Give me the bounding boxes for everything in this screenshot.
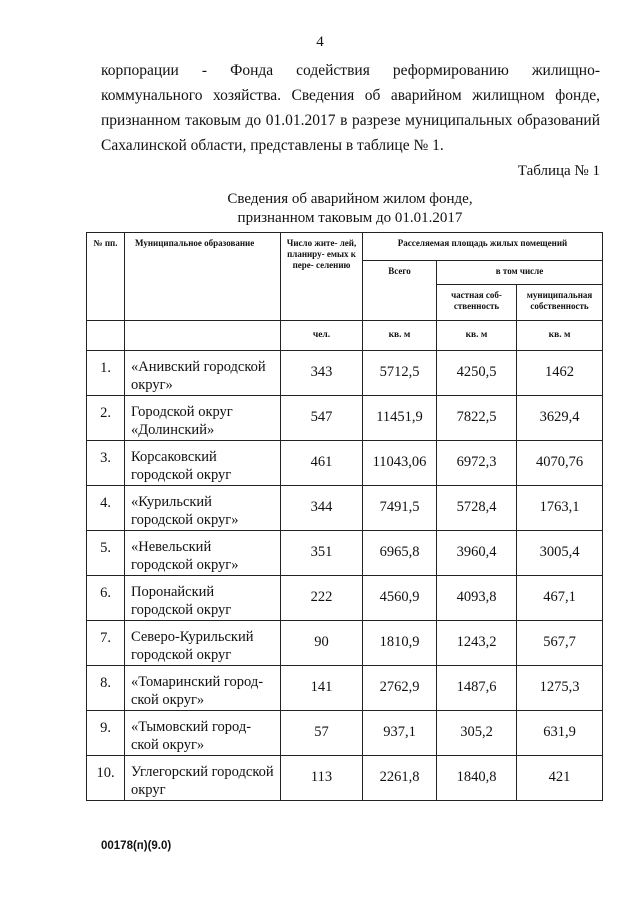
row-residents: 461: [281, 441, 363, 486]
row-private: 1487,6: [437, 666, 517, 711]
row-private: 4093,8: [437, 576, 517, 621]
row-residents: 57: [281, 711, 363, 756]
row-residents: 351: [281, 531, 363, 576]
units-num: [87, 321, 125, 351]
header-municipality: Муниципальное образование: [125, 233, 281, 321]
row-residents: 344: [281, 486, 363, 531]
row-total: 1810,9: [363, 621, 437, 666]
row-private: 305,2: [437, 711, 517, 756]
row-private: 4250,5: [437, 351, 517, 396]
row-num: 7.: [87, 621, 125, 666]
row-total: 2261,8: [363, 756, 437, 801]
row-municipal: 1275,3: [517, 666, 603, 711]
row-private: 1840,8: [437, 756, 517, 801]
row-municipal: 467,1: [517, 576, 603, 621]
header-num: № пп.: [87, 233, 125, 321]
row-num: 2.: [87, 396, 125, 441]
row-residents: 141: [281, 666, 363, 711]
row-municipality: Поронайский городской округ: [125, 576, 281, 621]
table-title-line-1: Сведения об аварийном жилом фонде,: [227, 191, 473, 207]
table-row: [87, 621, 603, 666]
body-paragraph: корпорации - Фонда содействия реформированию жилищно-коммунального хозяйства. Сведения об аварийном жилищном фонде, признанном таковым до 01.01.2017 в разрезе муниципальных образований Сахалинской области, представлены в таблице № 1.: [101, 62, 600, 154]
row-municipality: «Томаринский город- ской округ»: [125, 666, 281, 711]
row-municipal: 3629,4: [517, 396, 603, 441]
row-num: 4.: [87, 486, 125, 531]
units-municipal: кв. м: [517, 321, 603, 351]
units-name: [125, 321, 281, 351]
header-municipal: муниципальная собственность: [517, 285, 603, 321]
row-total: 5712,5: [363, 351, 437, 396]
row-municipal: 1763,1: [517, 486, 603, 531]
header-private: частная соб- ственность: [437, 285, 517, 321]
row-residents: 343: [281, 351, 363, 396]
row-num: 1.: [87, 351, 125, 396]
row-residents: 222: [281, 576, 363, 621]
table-label: Таблица № 1: [517, 163, 600, 179]
row-municipality: «Невельский городской округ»: [125, 531, 281, 576]
row-num: 5.: [87, 531, 125, 576]
row-municipality: Северо-Курильский городской округ: [125, 621, 281, 666]
table-row: [87, 666, 603, 711]
row-municipal: 1462: [517, 351, 603, 396]
row-municipality: «Тымовский город- ской округ»: [125, 711, 281, 756]
row-municipality: Углегорский городской округ: [125, 756, 281, 801]
header-residents: Число жите- лей, планиру- емых к пере- селению: [281, 233, 363, 321]
units-residents: чел.: [281, 321, 363, 351]
units-total: кв. м: [363, 321, 437, 351]
table-title-line-2: признанном таковым до 01.01.2017: [237, 210, 463, 226]
row-num: 6.: [87, 576, 125, 621]
row-total: 11451,9: [363, 396, 437, 441]
row-total: 11043,06: [363, 441, 437, 486]
row-private: 5728,4: [437, 486, 517, 531]
table-row: [87, 576, 603, 621]
row-total: 6965,8: [363, 531, 437, 576]
row-municipality: «Анивский городской округ»: [125, 351, 281, 396]
emergency-housing-table: [86, 232, 603, 801]
table-row: [87, 396, 603, 441]
document-code: 00178(п)(9.0): [101, 840, 172, 852]
row-residents: 90: [281, 621, 363, 666]
row-private: 7822,5: [437, 396, 517, 441]
page-number: 4: [316, 34, 324, 50]
table-row: [87, 756, 603, 801]
table-row: [87, 486, 603, 531]
row-private: 1243,2: [437, 621, 517, 666]
row-municipality: Корсаковский городской округ: [125, 441, 281, 486]
row-municipal: 567,7: [517, 621, 603, 666]
row-municipal: 421: [517, 756, 603, 801]
row-municipality: Городской округ «Долинский»: [125, 396, 281, 441]
table-row: [87, 711, 603, 756]
header-including: в том числе: [437, 261, 603, 285]
header-total: Всего: [363, 261, 437, 321]
table-title: [100, 190, 600, 228]
row-num: 10.: [87, 756, 125, 801]
row-residents: 113: [281, 756, 363, 801]
table-body: [87, 351, 603, 801]
row-num: 3.: [87, 441, 125, 486]
row-num: 9.: [87, 711, 125, 756]
row-total: 4560,9: [363, 576, 437, 621]
row-total: 937,1: [363, 711, 437, 756]
table-row: [87, 531, 603, 576]
table-row: [87, 351, 603, 396]
header-area-group: Расселяемая площадь жилых помещений: [363, 233, 603, 261]
units-private: кв. м: [437, 321, 517, 351]
row-municipal: 4070,76: [517, 441, 603, 486]
row-total: 2762,9: [363, 666, 437, 711]
row-residents: 547: [281, 396, 363, 441]
row-num: 8.: [87, 666, 125, 711]
row-private: 3960,4: [437, 531, 517, 576]
units-row: [87, 321, 603, 351]
table-header: [87, 233, 603, 351]
row-total: 7491,5: [363, 486, 437, 531]
row-municipality: «Курильский городской округ»: [125, 486, 281, 531]
row-private: 6972,3: [437, 441, 517, 486]
table-row: [87, 441, 603, 486]
row-municipal: 631,9: [517, 711, 603, 756]
row-municipal: 3005,4: [517, 531, 603, 576]
